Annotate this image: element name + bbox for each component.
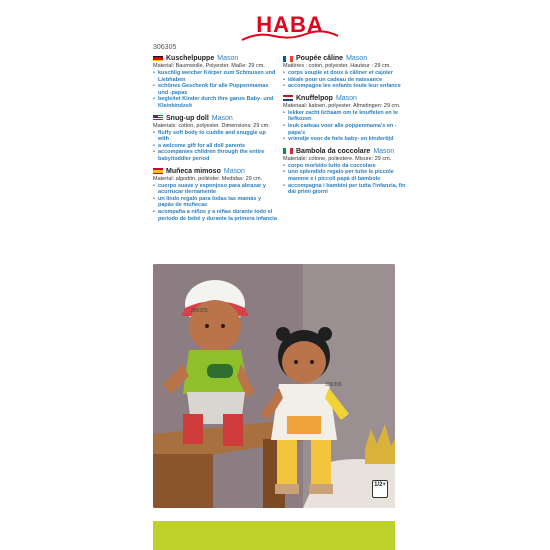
girl-doll-tag: 306306 (325, 382, 342, 388)
feature-list (283, 70, 411, 90)
feature-item: • idéale pour un cadeau de naissance (283, 77, 411, 84)
france-flag-icon (283, 56, 293, 62)
feature-item: • vriendje voor de hele baby- en kindertijd (283, 136, 411, 143)
spain-flag-icon (153, 168, 163, 174)
product-name: Poupée câline (296, 55, 344, 62)
feature-item: • begleitet Kinder durch ihre ganze Baby- und Kleinkindzeit (153, 96, 277, 109)
language-block-it (283, 147, 411, 196)
feature-item: • acompaña a niños y a niñas durante todo el período de bebé y durante la primera infancia (153, 209, 277, 222)
product-name: Kuschelpuppe (166, 55, 215, 62)
feature-list (153, 130, 277, 163)
boy-doll-tag: 306305 (191, 308, 208, 314)
product-photo (153, 264, 395, 508)
block-header (153, 114, 277, 123)
feature-list (283, 163, 411, 196)
feature-item: • cuerpo suave y esponjoso para abrazar y acurrucar tiernamente (153, 183, 277, 196)
block-header (153, 54, 277, 63)
product-variant: Mason (335, 94, 357, 102)
feature-item: • uno splendido regalo per tutte le piccole mamme e i piccoli papà di bambole (283, 169, 411, 182)
left-column (153, 54, 277, 226)
green-bottom-bar (153, 521, 395, 550)
product-variant: Mason (211, 114, 233, 122)
feature-item: • lekker zacht lichaam om te knuffelen en te liefkozen (283, 110, 411, 123)
product-name: Bambola da coccolare (296, 147, 371, 155)
material-line: Materials: cotton, polyester. Dimensions: 29 cm. (153, 122, 270, 129)
dolls-illustration (153, 264, 395, 508)
product-variant: Mason (373, 147, 395, 155)
language-block-us (153, 114, 277, 163)
block-header (283, 94, 411, 103)
right-column (283, 54, 411, 200)
block-header (283, 147, 411, 156)
material-line: Material: algodón, poliéster. Medidas: 29 cm. (153, 175, 263, 182)
product-variant: Mason (346, 55, 368, 62)
haba-logo-graphic (238, 10, 342, 42)
material-line: Material: Baumwolle, Polyester. Maße: 29 cm. (153, 63, 265, 69)
product-name: Knuffelpop (296, 94, 333, 102)
product-variant: Mason (223, 167, 245, 175)
language-block-de (153, 54, 277, 110)
block-header (283, 54, 411, 63)
feature-item: • leuk cadeau voor alle poppenmama's en -papa's (283, 123, 411, 136)
logo-text: HABA (256, 12, 324, 37)
feature-list (153, 70, 277, 110)
feature-item: • accompagne les enfants toute leur enfance (283, 83, 411, 90)
feature-list (153, 183, 277, 223)
material-line: Materiaal: katoen, polyester. Afmetingen: 29 cm. (283, 102, 401, 109)
language-block-fr (283, 54, 411, 90)
feature-item: • kuschlig weicher Körper zum Schmusen und Liebhaben (153, 70, 277, 83)
haba-logo (238, 10, 342, 42)
material-line: Matières : coton, polyester. Hauteur : 29 cm. (283, 63, 391, 69)
feature-list (283, 110, 411, 143)
product-number: 306305 (153, 44, 177, 51)
block-header (153, 167, 277, 176)
italy-flag-icon (283, 148, 293, 154)
product-name: Muñeca mimoso (166, 167, 221, 175)
product-variant: Mason (217, 55, 239, 62)
feature-item: • a welcome gift for all doll parents (153, 143, 277, 150)
germany-flag-icon (153, 56, 163, 62)
language-block-nl (283, 94, 411, 143)
feature-item: • accompanies children through the entire baby/toddler period (153, 149, 277, 162)
feature-item: • un lindo regalo para todas las mamás y papás de muñecas (153, 196, 277, 209)
feature-item: • corps souple et doux à câliner et cajoler (283, 70, 411, 77)
age-badge: 1/2+ (372, 480, 388, 498)
language-block-es (153, 167, 277, 223)
netherlands-flag-icon (283, 95, 293, 101)
product-name: Snug-up doll (166, 114, 209, 122)
usa-flag-icon (153, 115, 163, 121)
feature-item: • accompagna i bambini per tutta l'infanzia, fin dai primi giorni (283, 183, 411, 196)
material-line: Materiale: cotone, poliestere. Misure: 29 cm. (283, 155, 392, 162)
feature-item: • schönes Geschenk für alle Puppenmamas und -papas (153, 83, 277, 96)
feature-item: • fluffy soft body to cuddle and snuggle up with (153, 130, 277, 143)
feature-item: • corpo morbido tutto da coccolare (283, 163, 411, 170)
